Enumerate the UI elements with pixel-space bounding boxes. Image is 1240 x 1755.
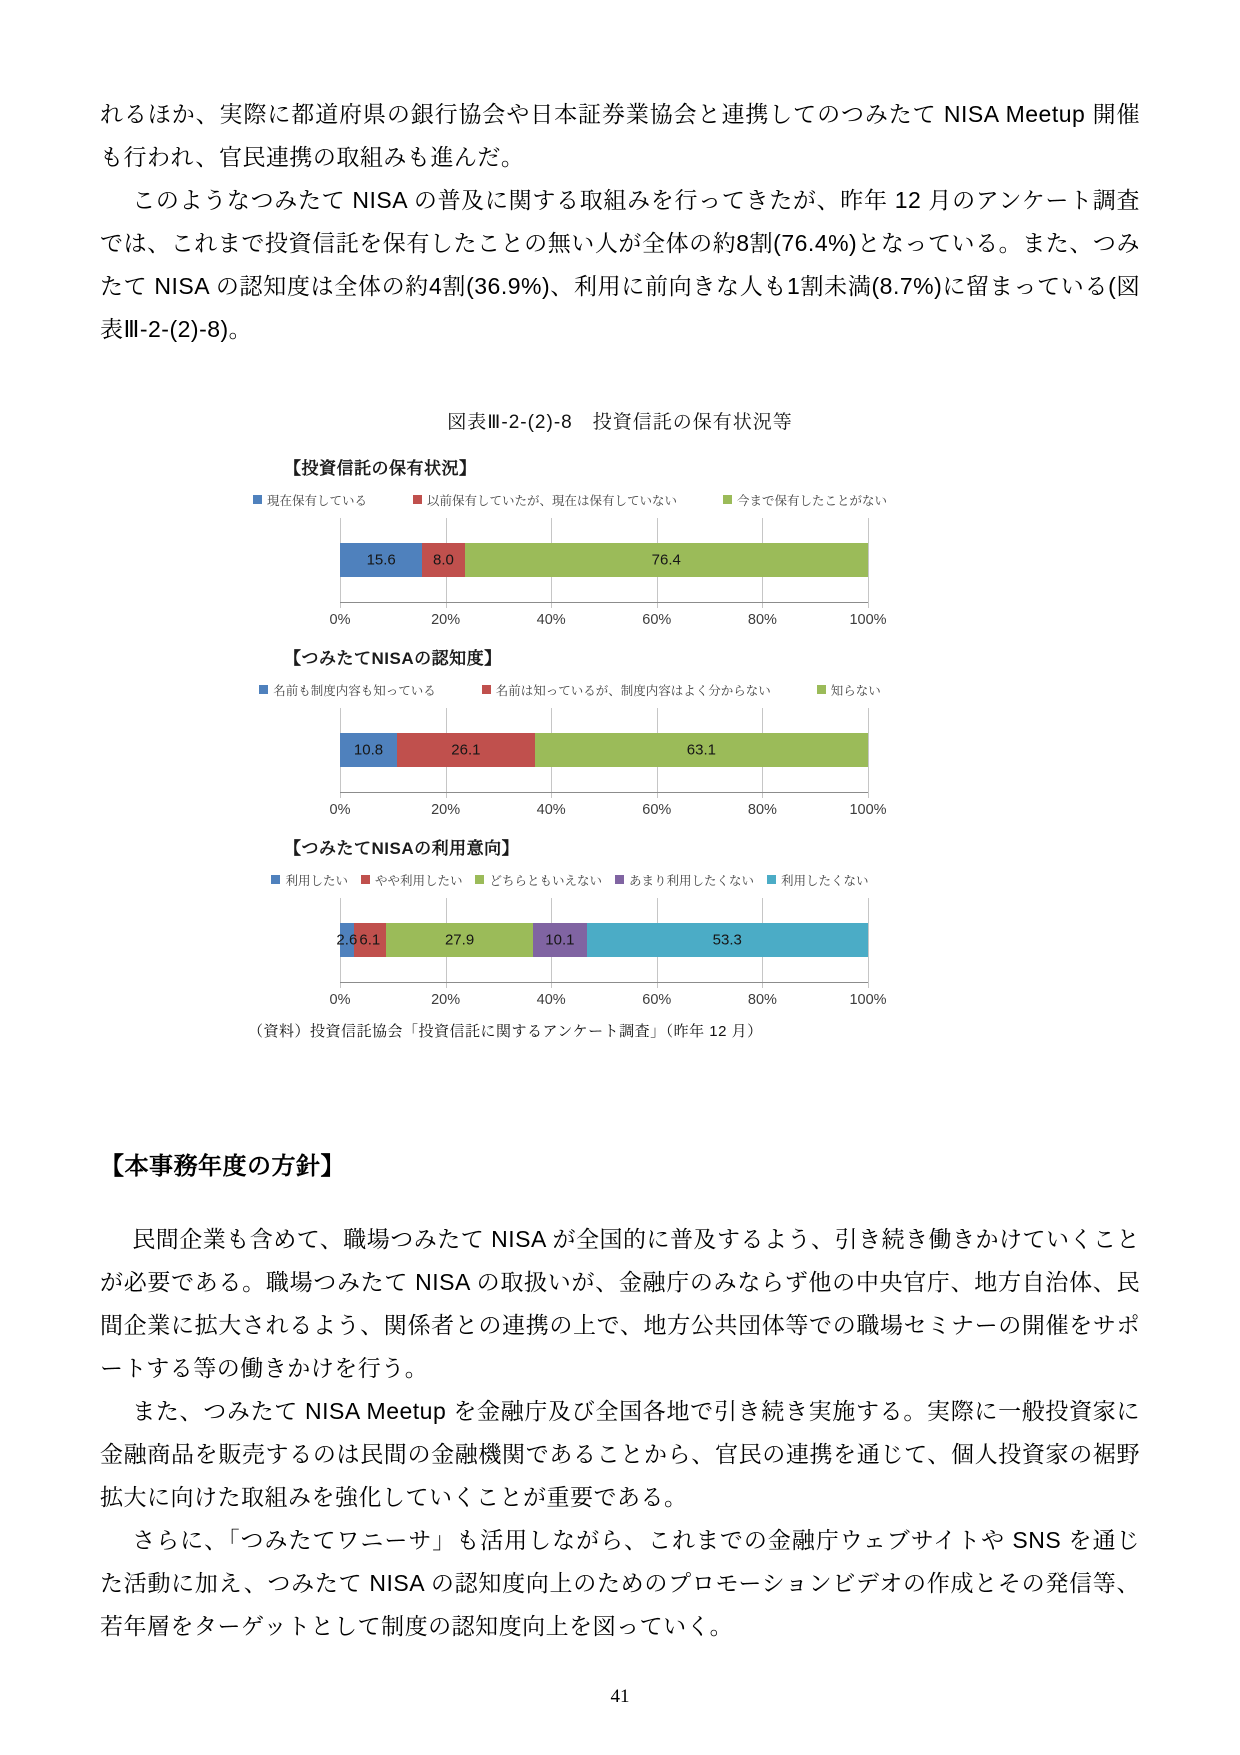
legend-item [767,871,869,889]
bar-segment [354,923,386,957]
axis-tick-label: 0% [329,612,351,628]
paragraph-intro-1: れるほか、実際に都道府県の銀行協会や日本証券業協会と連携してのつみたて NISA Meetup 開催も行われ、官民連携の取組みも進んだ。 [100,101,1140,170]
legend-marker [615,875,624,884]
bar-segment [587,923,868,957]
legend-marker [767,875,776,884]
bar-value-label: 6.1 [359,931,381,949]
legend-item [253,491,367,509]
legend-label: 利用したくない [781,873,869,888]
legend-marker [361,875,370,884]
legend-label: 名前も制度内容も知っている [273,683,436,698]
paragraph-policy-1: 民間企業も含めて、職場つみたて NISA が全国的に普及するよう、引き続き働きかけていくことが必要である。職場つみたて NISA の取扱いが、金融庁のみならず他の中央官庁、地方自治体、民間企業に拡大されるよう、関係者との連携の上で、地方公共団体等での職場セミナーの開催をサポートする等の働きかけを行う。 [100,1226,1140,1381]
legend-item [271,871,348,889]
chart-plot-area [336,898,868,982]
x-axis-ticks [329,802,887,820]
axis-tick-label: 60% [642,612,672,628]
axis-tick-label: 0% [329,992,351,1008]
chart-legend [266,491,888,508]
bar-value-label: 63.1 [686,741,716,759]
legend-marker [259,685,268,694]
bar-segment [465,543,868,577]
paragraph-policy-2: また、つみたて NISA Meetup を金融庁及び全国各地で引き続き実施する。実際に一般投資家に金融商品を販売するのは民間の金融機関であることから、官民の連携を通じて、個人投資家の裾野拡大に向けた取組みを強化していくことが重要である。 [100,1398,1140,1510]
chart-legend [270,681,881,698]
bar-value-label: 26.1 [451,741,481,759]
axis-tick-label: 80% [747,802,777,818]
axis-tick-label: 80% [747,612,777,628]
stacked-bar [340,733,868,767]
legend-marker [723,495,732,504]
legend-label: 利用したい [285,873,348,888]
stacked-bar [340,543,868,577]
stacked-bar [336,923,868,957]
legend-item [475,871,602,889]
chart-title: 【投資信託の保有状況】 [284,459,477,478]
axis-tick-label: 40% [536,992,566,1008]
legend-marker [271,875,280,884]
axis-tick-label: 100% [849,992,887,1008]
axis-tick-label: 20% [431,802,461,818]
legend-item [413,491,677,509]
gridline [868,708,869,798]
axis-tick-label: 100% [849,612,887,628]
bar-segment [397,733,535,767]
figure-title: 図表Ⅲ-2-(2)-8 投資信託の保有状況等 [447,412,793,433]
legend-label: 知らない [830,683,881,698]
bar-value-label: 10.8 [353,741,384,759]
bar-segment [535,733,868,767]
legend-item [817,681,881,699]
legend-label: 以前保有していたが、現在は保有していない [427,493,678,508]
paragraph-policy-3: さらに、「つみたてワニーサ」も活用しながら、これまでの金融庁ウェブサイトや SNS を通じた活動に加え、つみたて NISA の認知度向上のためのプロモーションビデオの作成とその発信等、若年層をターゲットとして制度の認知度向上を図っていく。 [100,1527,1140,1639]
chart-title: 【つみたてNISAの利用意向】 [284,839,520,858]
paragraph-intro-2: このようなつみたて NISA の普及に関する取組みを行ってきたが、昨年 12 月のアンケート調査では、これまで投資信託を保有したことの無い人が全体の約8割(76.4%)となっている。また、つみたて NISA の認知度は全体の約4割(36.9%)、利用に前向きな人も1割未満(8.7%)に留まっている(図表Ⅲ-2-(2)-8)。 [100,187,1140,342]
axis-tick-label: 40% [536,802,566,818]
legend-marker [253,495,262,504]
axis-tick-label: 40% [536,612,566,628]
stacked-bar-chart-2 [270,640,887,830]
bar-segment [336,923,358,957]
chart-plot-area [340,708,868,792]
legend-marker [482,685,491,694]
intro-text-block [100,93,1140,351]
legend-marker [475,875,484,884]
bar-value-label: 2.6 [336,931,358,949]
gridline [868,898,869,988]
legend-item [482,681,771,699]
chart-legend [270,871,870,888]
axis-tick-label: 60% [642,802,672,818]
axis-tick-label: 0% [329,802,351,818]
legend-item [259,681,436,699]
legend-item [361,871,463,889]
legend-marker [413,495,422,504]
legend-label: やや利用したい [374,873,463,888]
legend-label: どちらともいえない [489,873,602,888]
stacked-bar-chart-3 [270,830,887,1020]
bar-value-label: 27.9 [444,931,475,949]
bar-value-label: 53.3 [712,931,742,949]
bar-segment [422,543,464,577]
gridline [868,518,869,608]
axis-tick-label: 80% [747,992,777,1008]
bar-segment [340,543,422,577]
legend-marker [817,685,826,694]
page-number: 41 [610,1686,630,1707]
figure-charts [266,450,888,1020]
legend-label: 名前は知っているが、制度内容はよく分からない [495,683,771,698]
legend-label: 今まで保有したことがない [737,493,888,508]
policy-text-block [100,1218,1140,1648]
bar-segment [386,923,533,957]
legend-item [723,491,887,509]
axis-tick-label: 20% [431,612,461,628]
axis-tick-label: 100% [849,802,887,818]
bar-segment [533,923,586,957]
legend-label: 現在保有している [266,493,367,508]
legend-label: あまり利用したくない [629,873,755,888]
axis-tick-label: 60% [642,992,672,1008]
bar-segment [340,733,397,767]
legend-item [615,871,754,889]
axis-tick-label: 20% [431,992,461,1008]
bar-value-label: 76.4 [651,551,681,569]
stacked-bar-chart-1 [266,450,888,640]
figure-source-note: （資料）投資信託協会「投資信託に関するアンケート調査」（昨年 12 月） [248,1023,763,1040]
bar-value-label: 10.1 [545,931,575,949]
chart-plot-area [340,518,868,602]
chart-title: 【つみたてNISAの認知度】 [284,649,502,668]
x-axis-ticks [329,992,887,1010]
x-axis-ticks [329,612,887,630]
bar-value-label: 15.6 [366,551,396,569]
bar-value-label: 8.0 [433,551,454,569]
section-heading: 【本事務年度の方針】 [100,1153,345,1180]
